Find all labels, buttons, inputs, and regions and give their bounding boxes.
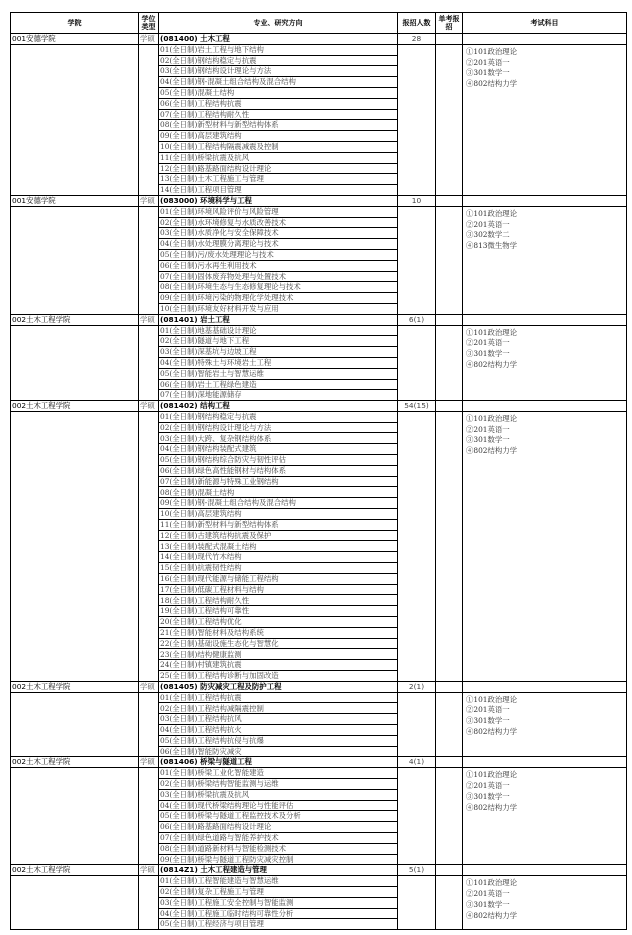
single-cell <box>436 195 463 206</box>
quota-cell: 10 <box>398 195 436 206</box>
exam-cell <box>463 865 627 876</box>
exam-subject: ②201英语一 <box>466 57 510 67</box>
exam-cell <box>463 34 627 45</box>
quota-cell: 4(1) <box>398 757 436 768</box>
degree-blank <box>139 44 159 195</box>
college-cell: 002土木工程学院 <box>11 865 139 876</box>
direction-cell: 24(全日制)村镇建筑抗震 <box>159 660 398 671</box>
direction-cell: 01(全日制)工程结构抗震 <box>159 692 398 703</box>
college-cell: 002土木工程学院 <box>11 757 139 768</box>
exam-subject: ①101政治理论 <box>466 770 518 780</box>
single-cell <box>436 681 463 692</box>
exam-subject: ③301数学一 <box>466 899 510 909</box>
direction-cell: 23(全日制)结构健康监测 <box>159 649 398 660</box>
direction-cell: 09(全日制)桥梁与隧道工程防灾减灾控制 <box>159 854 398 865</box>
college-blank <box>11 692 139 757</box>
degree-cell: 学硕 <box>139 865 159 876</box>
single-cell <box>436 401 463 412</box>
single-blank <box>436 876 463 930</box>
major-cell: (081405) 防灾减灾工程及防护工程 <box>159 681 398 692</box>
direction-cell: 17(全日制)低碳工程材料与结构 <box>159 584 398 595</box>
direction-cell: 14(全日制)现代竹木结构 <box>159 552 398 563</box>
direction-cell: 01(全日制)工程智能建造与智慧运维 <box>159 876 398 887</box>
direction-cell: 01(全日制)桥梁工业化智能建造 <box>159 768 398 779</box>
degree-blank <box>139 411 159 681</box>
college-blank <box>11 768 139 865</box>
single-blank <box>436 768 463 865</box>
direction-cell: 03(全日制)大跨、复杂钢结构体系 <box>159 433 398 444</box>
direction-cell: 04(全日制)钢-混凝土组合结构及混合结构 <box>159 77 398 88</box>
direction-cell: 22(全日制)基础设施生态化与智慧化 <box>159 638 398 649</box>
direction-cell: 07(全日制)新能源与特殊工业钢结构 <box>159 476 398 487</box>
header-row <box>11 13 627 34</box>
program-row <box>11 681 627 692</box>
direction-cell: 12(全日制)古建筑结构抗震及保护 <box>159 530 398 541</box>
exam-subjects <box>463 206 627 314</box>
direction-cell: 06(全日制)岩土工程绿色建造 <box>159 379 398 390</box>
exam-subject: ④802结构力学 <box>466 727 518 736</box>
single-cell <box>436 757 463 768</box>
program-row <box>11 195 627 206</box>
quota-blank <box>398 876 436 930</box>
college-blank <box>11 876 139 930</box>
header-exam: 考试科目 <box>463 13 627 34</box>
exam-cell <box>463 757 627 768</box>
direction-cell: 02(全日制)钢结构稳定与抗震 <box>159 55 398 66</box>
direction-cell: 05(全日制)智能岩土与智慧运维 <box>159 368 398 379</box>
exam-subjects <box>463 325 627 401</box>
direction-cell: 13(全日制)装配式混凝土结构 <box>159 541 398 552</box>
degree-blank <box>139 206 159 314</box>
college-blank <box>11 44 139 195</box>
direction-cell: 08(全日制)混凝土结构 <box>159 487 398 498</box>
exam-subject: ④802结构力学 <box>466 910 518 920</box>
exam-subject: ①101政治理论 <box>466 878 518 888</box>
header-college: 学院 <box>11 13 139 34</box>
direction-cell: 25(全日制)工程结构诊断与加固改造 <box>159 671 398 682</box>
exam-subject: ④813微生物学 <box>466 241 518 251</box>
direction-cell: 02(全日制)复杂工程施工与管理 <box>159 886 398 897</box>
direction-cell: 03(全日制)桥梁抗震及抗风 <box>159 789 398 800</box>
major-cell: (081402) 结构工程 <box>159 401 398 412</box>
direction-row <box>11 692 627 703</box>
exam-subject: ②201英语一 <box>466 888 510 898</box>
degree-cell: 学硕 <box>139 401 159 412</box>
direction-cell: 20(全日制)工程结构优化 <box>159 617 398 628</box>
exam-subject: ②201英语一 <box>466 424 510 434</box>
quota-blank <box>398 325 436 401</box>
direction-row <box>11 44 627 55</box>
single-blank <box>436 325 463 401</box>
degree-cell: 学硕 <box>139 314 159 325</box>
direction-cell: 07(全日制)固体废弃物处理与处置技术 <box>159 271 398 282</box>
degree-blank <box>139 325 159 401</box>
direction-cell: 09(全日制)钢-混凝土组合结构及混合结构 <box>159 498 398 509</box>
quota-cell: 28 <box>398 34 436 45</box>
exam-subject: ②201英语一 <box>466 780 510 790</box>
direction-cell: 03(全日制)深基坑与边坡工程 <box>159 347 398 358</box>
exam-subject: ①101政治理论 <box>466 46 518 56</box>
exam-subject: ③301数学一 <box>466 349 510 359</box>
major-cell: (0814Z1) 土木工程建造与管理 <box>159 865 398 876</box>
degree-blank <box>139 768 159 865</box>
college-blank <box>11 206 139 314</box>
degree-cell: 学硕 <box>139 34 159 45</box>
direction-cell: 01(全日制)环境风险评价与风险管理 <box>159 206 398 217</box>
direction-row <box>11 206 627 217</box>
direction-cell: 11(全日制)新型材料与新型结构体系 <box>159 519 398 530</box>
direction-row <box>11 411 627 422</box>
direction-cell: 02(全日制)桥梁结构智能监测与运维 <box>159 778 398 789</box>
direction-cell: 13(全日制)土木工程施工与管理 <box>159 174 398 185</box>
header-single: 单考报招 <box>436 13 463 34</box>
exam-subject: ②201英语一 <box>466 219 510 229</box>
direction-cell: 10(全日制)高层建筑结构 <box>159 509 398 520</box>
direction-cell: 06(全日制)绿色高性能钢材与结构体系 <box>159 465 398 476</box>
exam-cell <box>463 314 627 325</box>
major-cell: (081406) 桥梁与隧道工程 <box>159 757 398 768</box>
exam-subject: ④802结构力学 <box>466 79 518 89</box>
direction-cell: 05(全日制)钢结构综合防灾与韧性评估 <box>159 455 398 466</box>
degree-blank <box>139 876 159 930</box>
degree-cell: 学硕 <box>139 681 159 692</box>
direction-cell: 16(全日制)现代能源与储能工程结构 <box>159 573 398 584</box>
direction-cell: 04(全日制)工程施工临时结构可靠性分析 <box>159 908 398 919</box>
college-cell: 001安德学院 <box>11 34 139 45</box>
college-blank <box>11 325 139 401</box>
direction-cell: 07(全日制)工程结构耐久性 <box>159 109 398 120</box>
college-cell: 002土木工程学院 <box>11 401 139 412</box>
exam-subject: ③301数学一 <box>466 791 510 801</box>
direction-cell: 05(全日制)混凝土结构 <box>159 87 398 98</box>
program-row <box>11 401 627 412</box>
college-cell: 002土木工程学院 <box>11 314 139 325</box>
header-quota: 报招人数 <box>398 13 436 34</box>
direction-cell: 03(全日制)钢结构设计理论与方法 <box>159 66 398 77</box>
direction-cell: 05(全日制)污/废水处理理论与技术 <box>159 249 398 260</box>
direction-cell: 08(全日制)环境生态与生态修复理论与技术 <box>159 282 398 293</box>
direction-cell: 15(全日制)抗震韧性结构 <box>159 563 398 574</box>
single-blank <box>436 411 463 681</box>
quota-cell: 5(1) <box>398 865 436 876</box>
direction-cell: 03(全日制)工程施工安全控制与智能监测 <box>159 897 398 908</box>
quota-blank <box>398 411 436 681</box>
program-row <box>11 314 627 325</box>
direction-cell: 01(全日制)岩土工程与地下结构 <box>159 44 398 55</box>
exam-subjects <box>463 44 627 195</box>
direction-cell: 12(全日制)路基路面结构设计理论 <box>159 163 398 174</box>
direction-cell: 06(全日制)路基路面结构设计理论 <box>159 822 398 833</box>
direction-cell: 05(全日制)桥梁与隧道工程监控技术及分析 <box>159 811 398 822</box>
exam-subject: ①101政治理论 <box>466 327 518 337</box>
direction-cell: 07(全日制)绿色道路与智能养护技术 <box>159 832 398 843</box>
direction-cell: 04(全日制)现代桥梁结构理论与性能评估 <box>159 800 398 811</box>
direction-cell: 06(全日制)工程结构抗震 <box>159 98 398 109</box>
direction-cell: 09(全日制)环境污染的物理化学处理技术 <box>159 293 398 304</box>
degree-cell: 学硕 <box>139 757 159 768</box>
exam-subjects <box>463 692 627 757</box>
single-blank <box>436 206 463 314</box>
exam-subject: ①101政治理论 <box>466 208 518 218</box>
direction-cell: 14(全日制)工程项目管理 <box>159 185 398 196</box>
direction-cell: 05(全日制)工程结构抗侵与抗爆 <box>159 735 398 746</box>
direction-cell: 04(全日制)工程结构抗火 <box>159 725 398 736</box>
exam-subject: ④802结构力学 <box>466 446 518 456</box>
direction-row <box>11 876 627 887</box>
direction-cell: 01(全日制)地基基础设计理论 <box>159 325 398 336</box>
major-cell: (081401) 岩土工程 <box>159 314 398 325</box>
direction-cell: 10(全日制)工程结构隔震减震及控制 <box>159 141 398 152</box>
direction-cell: 02(全日制)水环境修复与水质改善技术 <box>159 217 398 228</box>
major-cell: (083000) 环境科学与工程 <box>159 195 398 206</box>
direction-cell: 21(全日制)智能材料及结构系统 <box>159 627 398 638</box>
single-blank <box>436 692 463 757</box>
exam-subject: ④802结构力学 <box>466 359 518 369</box>
header-major: 专业、研究方向 <box>159 13 398 34</box>
college-blank <box>11 411 139 681</box>
quota-blank <box>398 768 436 865</box>
direction-cell: 08(全日制)道路新材料与智能检测技术 <box>159 843 398 854</box>
quota-blank <box>398 44 436 195</box>
exam-subjects <box>463 768 627 865</box>
direction-cell: 06(全日制)污水再生利用技术 <box>159 260 398 271</box>
program-row <box>11 757 627 768</box>
exam-subject: ④802结构力学 <box>466 802 518 812</box>
single-cell <box>436 314 463 325</box>
exam-subject: ①101政治理论 <box>466 413 518 423</box>
direction-cell: 11(全日制)桥梁抗震及抗风 <box>159 152 398 163</box>
quota-cell: 2(1) <box>398 681 436 692</box>
single-cell <box>436 34 463 45</box>
direction-cell: 03(全日制)工程结构抗风 <box>159 714 398 725</box>
admissions-table <box>10 12 627 930</box>
exam-cell <box>463 401 627 412</box>
exam-cell <box>463 681 627 692</box>
quota-blank <box>398 692 436 757</box>
direction-cell: 02(全日制)钢结构设计理论与方法 <box>159 422 398 433</box>
direction-cell: 04(全日制)特殊土与环境岩土工程 <box>159 357 398 368</box>
college-cell: 001安德学院 <box>11 195 139 206</box>
quota-cell: 6(1) <box>398 314 436 325</box>
college-cell: 002土木工程学院 <box>11 681 139 692</box>
exam-subjects <box>463 411 627 681</box>
single-cell <box>436 865 463 876</box>
quota-cell: 54(15) <box>398 401 436 412</box>
exam-subject: ①101政治理论 <box>466 694 518 704</box>
exam-subject: ②201英语一 <box>466 338 510 348</box>
program-row <box>11 34 627 45</box>
degree-blank <box>139 692 159 757</box>
direction-cell: 10(全日制)环境友好材料开发与应用 <box>159 303 398 314</box>
exam-subject: ③301数学一 <box>466 68 510 78</box>
exam-subject: ③301数学一 <box>466 716 510 726</box>
exam-cell <box>463 195 627 206</box>
direction-cell: 05(全日制)工程经济与项目管理 <box>159 919 398 930</box>
exam-subject: ③302数学二 <box>466 230 510 240</box>
direction-cell: 09(全日制)高层建筑结构 <box>159 131 398 142</box>
degree-cell: 学硕 <box>139 195 159 206</box>
direction-cell: 02(全日制)工程结构减隔震控制 <box>159 703 398 714</box>
direction-cell: 08(全日制)新型材料与新型结构体系 <box>159 120 398 131</box>
direction-cell: 19(全日制)工程结构可靠性 <box>159 606 398 617</box>
direction-row <box>11 325 627 336</box>
header-degree: 学位类型 <box>139 13 159 34</box>
single-blank <box>436 44 463 195</box>
direction-row <box>11 768 627 779</box>
direction-cell: 04(全日制)钢结构装配式建筑 <box>159 444 398 455</box>
exam-subject: ②201英语一 <box>466 705 510 715</box>
direction-cell: 06(全日制)智能防灾减灾 <box>159 746 398 757</box>
direction-cell: 04(全日制)水处理膜分离理论与技术 <box>159 239 398 250</box>
major-cell: (081400) 土木工程 <box>159 34 398 45</box>
direction-cell: 02(全日制)隧道与地下工程 <box>159 336 398 347</box>
direction-cell: 18(全日制)工程结构耐久性 <box>159 595 398 606</box>
exam-subjects <box>463 876 627 930</box>
quota-blank <box>398 206 436 314</box>
direction-cell: 07(全日制)深地能源储存 <box>159 390 398 401</box>
exam-subject: ③301数学一 <box>466 435 510 445</box>
direction-cell: 01(全日制)钢结构稳定与抗震 <box>159 411 398 422</box>
program-row <box>11 865 627 876</box>
direction-cell: 03(全日制)水质净化与安全保障技术 <box>159 228 398 239</box>
